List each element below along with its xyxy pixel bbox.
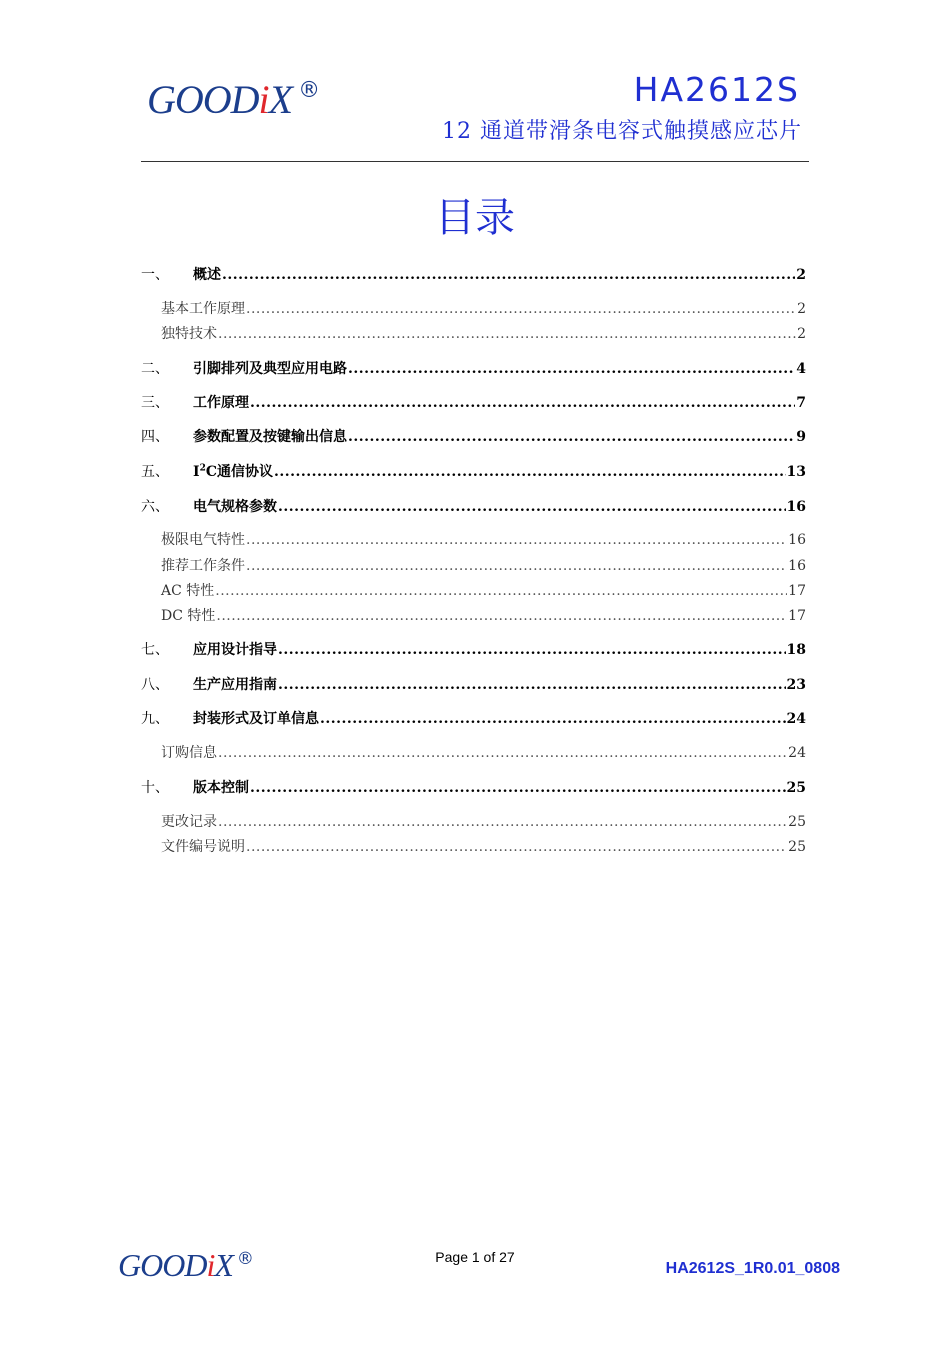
toc-subentry[interactable] bbox=[141, 742, 806, 762]
toc-entry-page: 25 bbox=[788, 814, 806, 830]
logo-text-x: X bbox=[268, 77, 293, 122]
toc-entry-page: 25 bbox=[788, 839, 806, 855]
toc-subentry[interactable] bbox=[141, 323, 806, 343]
goodix-logo bbox=[147, 76, 319, 123]
toc-entry-label bbox=[193, 461, 273, 481]
toc-leader-dots bbox=[246, 839, 787, 855]
toc-leader-dots bbox=[218, 814, 787, 830]
toc-entry-page: 16 bbox=[788, 532, 806, 548]
toc-entry[interactable] bbox=[141, 708, 806, 728]
toc-entry-page: 24 bbox=[786, 711, 806, 727]
toc-leader-dots bbox=[215, 583, 787, 599]
toc-entry-number: 二、 bbox=[141, 361, 169, 377]
toc-entry-page: 2 bbox=[797, 301, 806, 317]
toc-entry[interactable] bbox=[141, 777, 806, 797]
toc-entry[interactable] bbox=[141, 358, 806, 378]
toc-entry-page: 16 bbox=[786, 499, 806, 515]
toc-leader-dots bbox=[348, 429, 795, 445]
toc-entry-page: 4 bbox=[796, 361, 806, 377]
toc-leader-dots bbox=[246, 532, 787, 548]
toc-entry-number: 八、 bbox=[141, 677, 169, 693]
toc-leader-dots bbox=[278, 677, 786, 693]
toc-subentry[interactable] bbox=[141, 555, 806, 575]
toc-entry-label: 文件编号说明 bbox=[161, 839, 245, 855]
toc-entry-number: 一、 bbox=[141, 267, 169, 283]
header-divider bbox=[141, 161, 809, 162]
toc-subentry[interactable] bbox=[141, 811, 806, 831]
toc-entry-number: 五、 bbox=[141, 464, 169, 480]
product-name: HA2612S bbox=[633, 70, 800, 109]
toc-entry-label: 极限电气特性 bbox=[161, 532, 245, 548]
logo-text-i: i bbox=[258, 77, 269, 122]
toc-entry-label: 更改记录 bbox=[161, 814, 217, 830]
toc-label-superscript: 2 bbox=[199, 463, 206, 474]
toc-entry-number: 九、 bbox=[141, 711, 169, 727]
toc-entry-page: 2 bbox=[797, 326, 806, 342]
toc-entry-page: 16 bbox=[788, 558, 806, 574]
toc-subentry[interactable] bbox=[141, 580, 806, 600]
toc-leader-dots bbox=[250, 395, 795, 411]
toc-entry-page: 13 bbox=[786, 464, 806, 480]
toc-entry-page: 18 bbox=[786, 642, 806, 658]
toc-entry-label: 引脚排列及典型应用电路 bbox=[193, 361, 347, 377]
toc-entry-label: 生产应用指南 bbox=[193, 677, 277, 693]
toc-entry-label: AC 特性 bbox=[161, 583, 215, 599]
toc-subentry[interactable] bbox=[141, 836, 806, 856]
toc-entry-label: DC 特性 bbox=[161, 608, 216, 624]
toc-leader-dots bbox=[274, 464, 786, 480]
toc-leader-dots bbox=[250, 780, 786, 796]
logo-text-i: i bbox=[206, 1247, 215, 1283]
toc-entry-label: 订购信息 bbox=[161, 745, 217, 761]
toc-subentry[interactable] bbox=[141, 529, 806, 549]
toc-entry-page: 2 bbox=[796, 267, 806, 283]
toc-entry-page: 23 bbox=[786, 677, 806, 693]
toc-entry[interactable] bbox=[141, 674, 806, 694]
toc-entry[interactable] bbox=[141, 639, 806, 659]
registered-icon: ® bbox=[298, 78, 320, 103]
toc-leader-dots bbox=[222, 267, 795, 283]
logo-text-good: GOOD bbox=[147, 77, 259, 122]
toc-leader-dots bbox=[218, 745, 787, 761]
toc-entry-page: 17 bbox=[788, 608, 806, 624]
toc-entry-number: 十、 bbox=[141, 780, 169, 796]
product-subtitle: 12 通道带滑条电容式触摸感应芯片 bbox=[442, 119, 802, 144]
document-id: HA2612S_1R0.01_0808 bbox=[665, 1260, 840, 1277]
registered-icon: ® bbox=[236, 1249, 253, 1269]
toc-entry[interactable] bbox=[141, 496, 806, 516]
toc-entry-page: 24 bbox=[788, 745, 806, 761]
toc-leader-dots bbox=[348, 361, 795, 377]
toc-label-prefix: I bbox=[193, 464, 200, 480]
toc-entry-label: 概述 bbox=[193, 267, 221, 283]
toc-entry-label: 封装形式及订单信息 bbox=[193, 711, 319, 727]
toc-title: 目录 bbox=[435, 195, 515, 241]
toc-entry-label: 应用设计指导 bbox=[193, 642, 277, 658]
toc-subentry[interactable] bbox=[141, 298, 806, 318]
toc-entry-label: 版本控制 bbox=[193, 780, 249, 796]
toc-leader-dots bbox=[216, 608, 787, 624]
toc-subentry[interactable] bbox=[141, 605, 806, 625]
toc-entry-page: 7 bbox=[796, 395, 806, 411]
toc-entry[interactable] bbox=[141, 264, 806, 284]
toc-entry-label: 推荐工作条件 bbox=[161, 558, 245, 574]
logo-text-x: X bbox=[214, 1247, 233, 1283]
page-number: Page 1 of 27 bbox=[435, 1249, 515, 1265]
toc-entry-label: 工作原理 bbox=[193, 395, 249, 411]
toc-entry-page: 17 bbox=[788, 583, 806, 599]
toc-entry[interactable] bbox=[141, 426, 806, 446]
toc-entry-label: 独特技术 bbox=[161, 326, 217, 342]
toc-leader-dots bbox=[278, 499, 786, 515]
toc-entry-number: 六、 bbox=[141, 499, 169, 515]
toc-entry-number: 四、 bbox=[141, 429, 169, 445]
toc-entry-label: 参数配置及按键输出信息 bbox=[193, 429, 347, 445]
toc-label-text: C通信协议 bbox=[205, 464, 273, 480]
toc-entry[interactable] bbox=[141, 392, 806, 412]
toc-leader-dots bbox=[218, 326, 796, 342]
toc-entry-label: 电气规格参数 bbox=[193, 499, 277, 515]
toc-entry-page: 9 bbox=[796, 429, 806, 445]
toc-leader-dots bbox=[320, 711, 786, 727]
toc-leader-dots bbox=[278, 642, 786, 658]
toc-entry-page: 25 bbox=[786, 780, 806, 796]
logo-text-good: GOOD bbox=[118, 1247, 207, 1283]
toc-leader-dots bbox=[246, 558, 787, 574]
toc-entry[interactable] bbox=[141, 461, 806, 481]
toc-entry-label: 基本工作原理 bbox=[161, 301, 245, 317]
toc-leader-dots bbox=[246, 301, 796, 317]
toc-entry-number: 三、 bbox=[141, 395, 169, 411]
toc-entry-number: 七、 bbox=[141, 642, 169, 658]
